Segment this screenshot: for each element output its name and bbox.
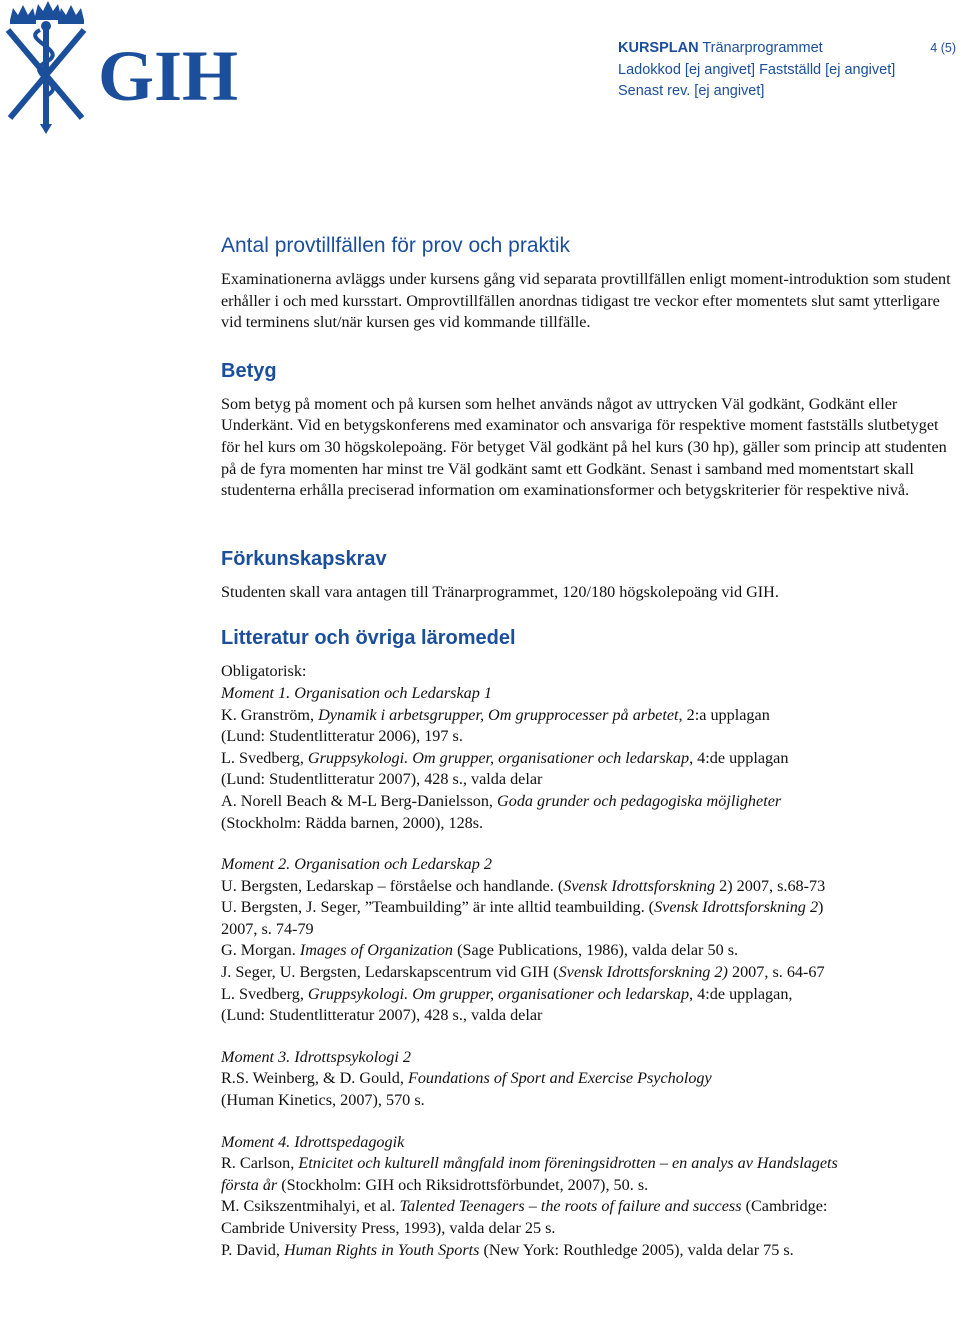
text-betyg: Som betyg på moment och på kursen som helhet används något av uttrycken Väl godkänt, Godkänt eller Underkänt. Vid en betygskonferens med examinator och ansvariga för respektive moment fastställs slutbetyget för hel kurs om 30 högskolepoäng. För betyget Väl godkänt på hel kurs (30 hp), gäller som princip att studenten på de fyra momenten har minst tre Väl godkänt samt ett Godkänt. Senast i samband med momentstart skall studenterna erhålla preciserad information om examinationsformer och betygskriterier för respektive nivå. [221, 394, 947, 500]
crown-icon [35, 1, 61, 20]
reference-item: L. Svedberg, Gruppsykologi. Om grupper, organisationer och ledarskap, 4:de upplagan [221, 748, 789, 767]
reference-item: L. Svedberg, Gruppsykologi. Om grupper, organisationer och ledarskap, 4:de upplagan, [221, 984, 793, 1003]
moment-4-title: Moment 4. Idrottspedagogik [221, 1132, 405, 1151]
document-body [221, 233, 951, 1261]
header-line-1 [618, 38, 960, 60]
program-name: Tränarprogrammet [702, 40, 823, 56]
header-line-3: Senast rev. [ej angivet] [618, 83, 765, 99]
moment-3-title: Moment 3. Idrottspsykologi 2 [221, 1047, 412, 1066]
reference-item-cont: Cambride University Press, 1993), valda delar 25 s. [221, 1219, 556, 1237]
text-provtillfallen: Examinationerna avläggs under kursens gång vid separata provtillfällen enligt moment-introduktion som student erhåller i och med kursstart. Omprovtillfällen anordnas tidigast tre veckor efter momentets slut samt ytterligare vid terminens slut/när kursen ges vid kommande tillfälle. [221, 270, 951, 332]
kursplan-label: KURSPLAN [618, 40, 699, 56]
moment-2-title: Moment 2. Organisation och Ledarskap 2 [221, 855, 492, 874]
reference-item: R.S. Weinberg, & D. Gould, Foundations of Sport and Exercise Psychology [221, 1069, 712, 1088]
crown-icon [10, 5, 36, 24]
heading-litteratur: Litteratur och övriga läromedel [221, 627, 516, 650]
header-line-2: Ladokkod [ej angivet] Fastställd [ej angivet] [618, 61, 896, 78]
text-forkunskapskrav: Studenten skall vara antagen till Tränarprogrammet, 120/180 högskolepoäng vid GIH. [221, 582, 779, 601]
reference-item-cont: (Lund: Studentlitteratur 2006), 197 s. [221, 727, 463, 746]
heading-betyg: Betyg [221, 359, 277, 382]
reference-item: G. Morgan. Images of Organization (Sage Publications, 1986), valda delar 50 s. [221, 941, 739, 960]
reference-item-cont: (Lund: Studentlitteratur 2007), 428 s., valda delar [221, 1006, 543, 1025]
gih-logo [0, 0, 250, 135]
moment-1-title: Moment 1. Organisation och Ledarskap 1 [221, 683, 492, 702]
reference-item-cont: (Stockholm: Rädda barnen, 2000), 128s. [221, 813, 484, 832]
reference-item: R. Carlson, Etnicitet och kulturell mångfald inom föreningsidrotten – en analys av Handslagets [221, 1154, 838, 1173]
logo-text: GIH [98, 36, 239, 116]
reference-item: M. Csikszentmihalyi, et al. Talented Teenagers – the roots of failure and success (Cambridge: [221, 1197, 828, 1216]
reference-item: A. Norell Beach & M-L Berg-Danielsson, Goda grunder och pedagogiska möjligheter [221, 791, 782, 810]
label-obligatorisk: Obligatorisk: [221, 662, 307, 681]
heading-forkunskapskrav: Förkunskapskrav [221, 547, 387, 570]
reference-item-cont: 2007, s. 74-79 [221, 919, 314, 938]
reference-item-cont: första år (Stockholm: GIH och Riksidrottsförbundet, 2007), 50. s. [221, 1175, 649, 1194]
reference-item: U. Bergsten, J. Seger, ”Teambuilding” är inte alltid teambuilding. (Svensk Idrottsforskning 2) [221, 898, 824, 917]
swords-emblem-icon [8, 21, 84, 134]
document-header [618, 38, 960, 103]
heading-provtillfallen: Antal provtillfällen för prov och praktik [221, 234, 570, 257]
reference-item: K. Granström, Dynamik i arbetsgrupper, Om grupprocesser på arbetet, 2:a upplagan [221, 705, 770, 724]
reference-item-cont: (Lund: Studentlitteratur 2007), 428 s., valda delar [221, 770, 543, 789]
gih-emblem [0, 0, 250, 135]
reference-item-cont: (Human Kinetics, 2007), 570 s. [221, 1091, 425, 1110]
page-number: 4 (5) [930, 41, 956, 55]
reference-item: J. Seger, U. Bergsten, Ledarskapscentrum vid GIH (Svensk Idrottsforskning 2) 2007, s. 64-67 [221, 963, 825, 982]
crown-icon [58, 5, 84, 24]
reference-item: P. David, Human Rights in Youth Sports (New York: Routhledge 2005), valda delar 75 s. [221, 1240, 794, 1259]
reference-item: U. Bergsten, Ledarskap – förståelse och handlande. (Svensk Idrottsforskning 2) 2007, s.68-73 [221, 876, 826, 895]
